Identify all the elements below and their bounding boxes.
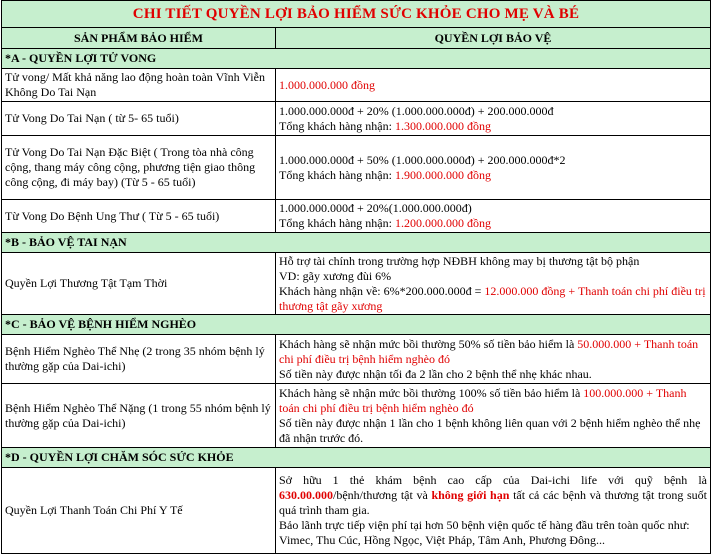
table-row-product: Tử vong/ Mất khả năng lao động hoàn toàn Vĩnh Viễn Không Do Tai Nạn [2, 69, 276, 102]
benefit-red-text: 100.000.000 + Thanh toán chi phí điều trị bệnh hiểm nghèo đó [279, 385, 687, 415]
table-row-product: Bệnh Hiểm Nghèo Thể Nặng (1 trong 55 nhóm bệnh lý thường gặp của Dai-ichi) [2, 384, 276, 448]
table-row-product: Từ Vong Do Bệnh Ung Thư ( Từ 5 - 65 tuổi) [2, 200, 276, 233]
total-value: 1.900.000.000 đồng [394, 167, 491, 182]
table-row-product: Tử Vong Do Tai Nạn ( từ 5- 65 tuổi) [2, 102, 276, 136]
benefit-text: /bệnh/thương tật và [333, 488, 432, 502]
section-d-title: *D - QUYỀN LỢI CHĂM SÓC SỨC KHỎE [2, 448, 711, 468]
benefit-line [279, 284, 707, 314]
benefit-note: Số tiền này được nhận tối đa 2 lần cho 2 bệnh thể nhẹ khác nhau. [279, 366, 592, 381]
total-value: 1.300.000.000 đồng [394, 118, 491, 133]
table-row-benefit [276, 384, 711, 448]
benefit-prefix: Khách hàng nhận về: 6%*200.000.000đ = [279, 283, 485, 298]
benefit-total [279, 216, 707, 231]
table-row-product: Quyền Lợi Thương Tật Tạm Thời [2, 253, 276, 315]
benefit-formula: 1.000.000.000đ + 50% (1.000.000.000đ) + 200.000.000đ*2 [279, 152, 566, 167]
benefit-line [279, 386, 707, 416]
total-label: Tổng khách hàng nhận: [279, 118, 395, 133]
total-label: Tổng khách hàng nhận: [279, 167, 395, 182]
table-row-benefit [276, 335, 711, 384]
header-benefit: QUYỀN LỢI BẢO VỆ [276, 28, 711, 49]
benefit-text: Sở hữu 1 thẻ khám bệnh cao cấp của Dai-ichi life với quỹ bệnh là [279, 473, 707, 487]
benefit-line: Hỗ trợ tài chính trong trường hợp NĐBH không may bị thương tật bộ phận [279, 253, 640, 268]
benefit-amount: 1.000.000.000 đồng [279, 77, 375, 92]
benefit-prefix: Khách hàng sẽ nhận mức bồi thường 100% số tiền bảo hiểm là [279, 385, 584, 400]
section-c-title: *C - BẢO VỆ BỆNH HIỂM NGHÈO [2, 315, 711, 335]
table-title: CHI TIẾT QUYỀN LỢI BẢO HIỂM SỨC KHỎE CHO MẸ VÀ BÉ [2, 1, 711, 28]
benefit-paragraph: Bảo lãnh trực tiếp viện phí tại hơn 50 bệnh viện quốc tế hàng đầu trên toàn quốc như: Vimec, Thu Cúc, Hồng Ngọc, Việt Pháp, Tâm Anh, Phương Đông... [279, 518, 690, 547]
benefit-note: Số tiền này được nhận 1 lần cho 1 bệnh không liên quan với 2 bệnh hiểm nghèo thể nhẹ đã nhận trước đó. [279, 415, 701, 445]
benefit-prefix: Khách hàng sẽ nhận mức bồi thường 50% số tiền bảo hiểm là [279, 336, 578, 351]
benefit-formula: 1.000.000.000đ + 20%(1.000.000.000đ) [279, 201, 472, 215]
benefit-total [279, 168, 707, 183]
section-b-title: *B - BẢO VỆ TAI NẠN [2, 233, 711, 253]
benefit-table [1, 0, 711, 554]
table-row-product: Tử Vong Do Tai Nạn Đặc Biệt ( Trong tòa nhà công cộng, thang máy công cộng, phương tiện giao thông công cộng, đi máy bay) (Từ 5 - 65 tuổi) [2, 136, 276, 200]
benefit-text: tất cả các bệnh và thương tật trong suốt quá trình tham gia. [279, 488, 708, 517]
benefit-line: VD: gãy xương đùi 6% [279, 268, 392, 283]
table-row-benefit [276, 468, 711, 554]
benefit-red-text: không giới hạn [431, 488, 510, 502]
benefit-red-text: 50.000.000 + Thanh toán chi phí điều trị bệnh hiểm nghèo đó [279, 336, 699, 366]
benefit-paragraph [279, 473, 707, 518]
benefit-line [279, 337, 707, 367]
benefit-red-text: 12.000.000 đồng + Thanh toán chi phí điều trị thương tật gãy xương [279, 283, 706, 313]
total-value: 1.200.000.000 đồng [394, 216, 491, 230]
table-row-benefit [276, 136, 711, 200]
total-label: Tổng khách hàng nhận: [279, 216, 395, 230]
table-row-benefit [276, 69, 711, 102]
table-row-product: Bệnh Hiểm Nghèo Thể Nhẹ (2 trong 35 nhóm bệnh lý thường gặp của Dai-ichi) [2, 335, 276, 384]
table-row-benefit [276, 200, 711, 233]
table-row-product: Quyền Lợi Thanh Toán Chi Phí Y Tế [2, 468, 276, 554]
benefit-total [279, 119, 707, 134]
section-a-title: *A - QUYỀN LỢI TỬ VONG [2, 49, 711, 69]
benefit-formula: 1.000.000.000đ + 20% (1.000.000.000đ) + 200.000.000đ [279, 103, 554, 118]
header-product: SẢN PHẨM BẢO HIỂM [2, 28, 276, 49]
benefit-red-text: 630.00.000 [279, 488, 333, 502]
table-row-benefit [276, 102, 711, 136]
table-row-benefit [276, 253, 711, 315]
